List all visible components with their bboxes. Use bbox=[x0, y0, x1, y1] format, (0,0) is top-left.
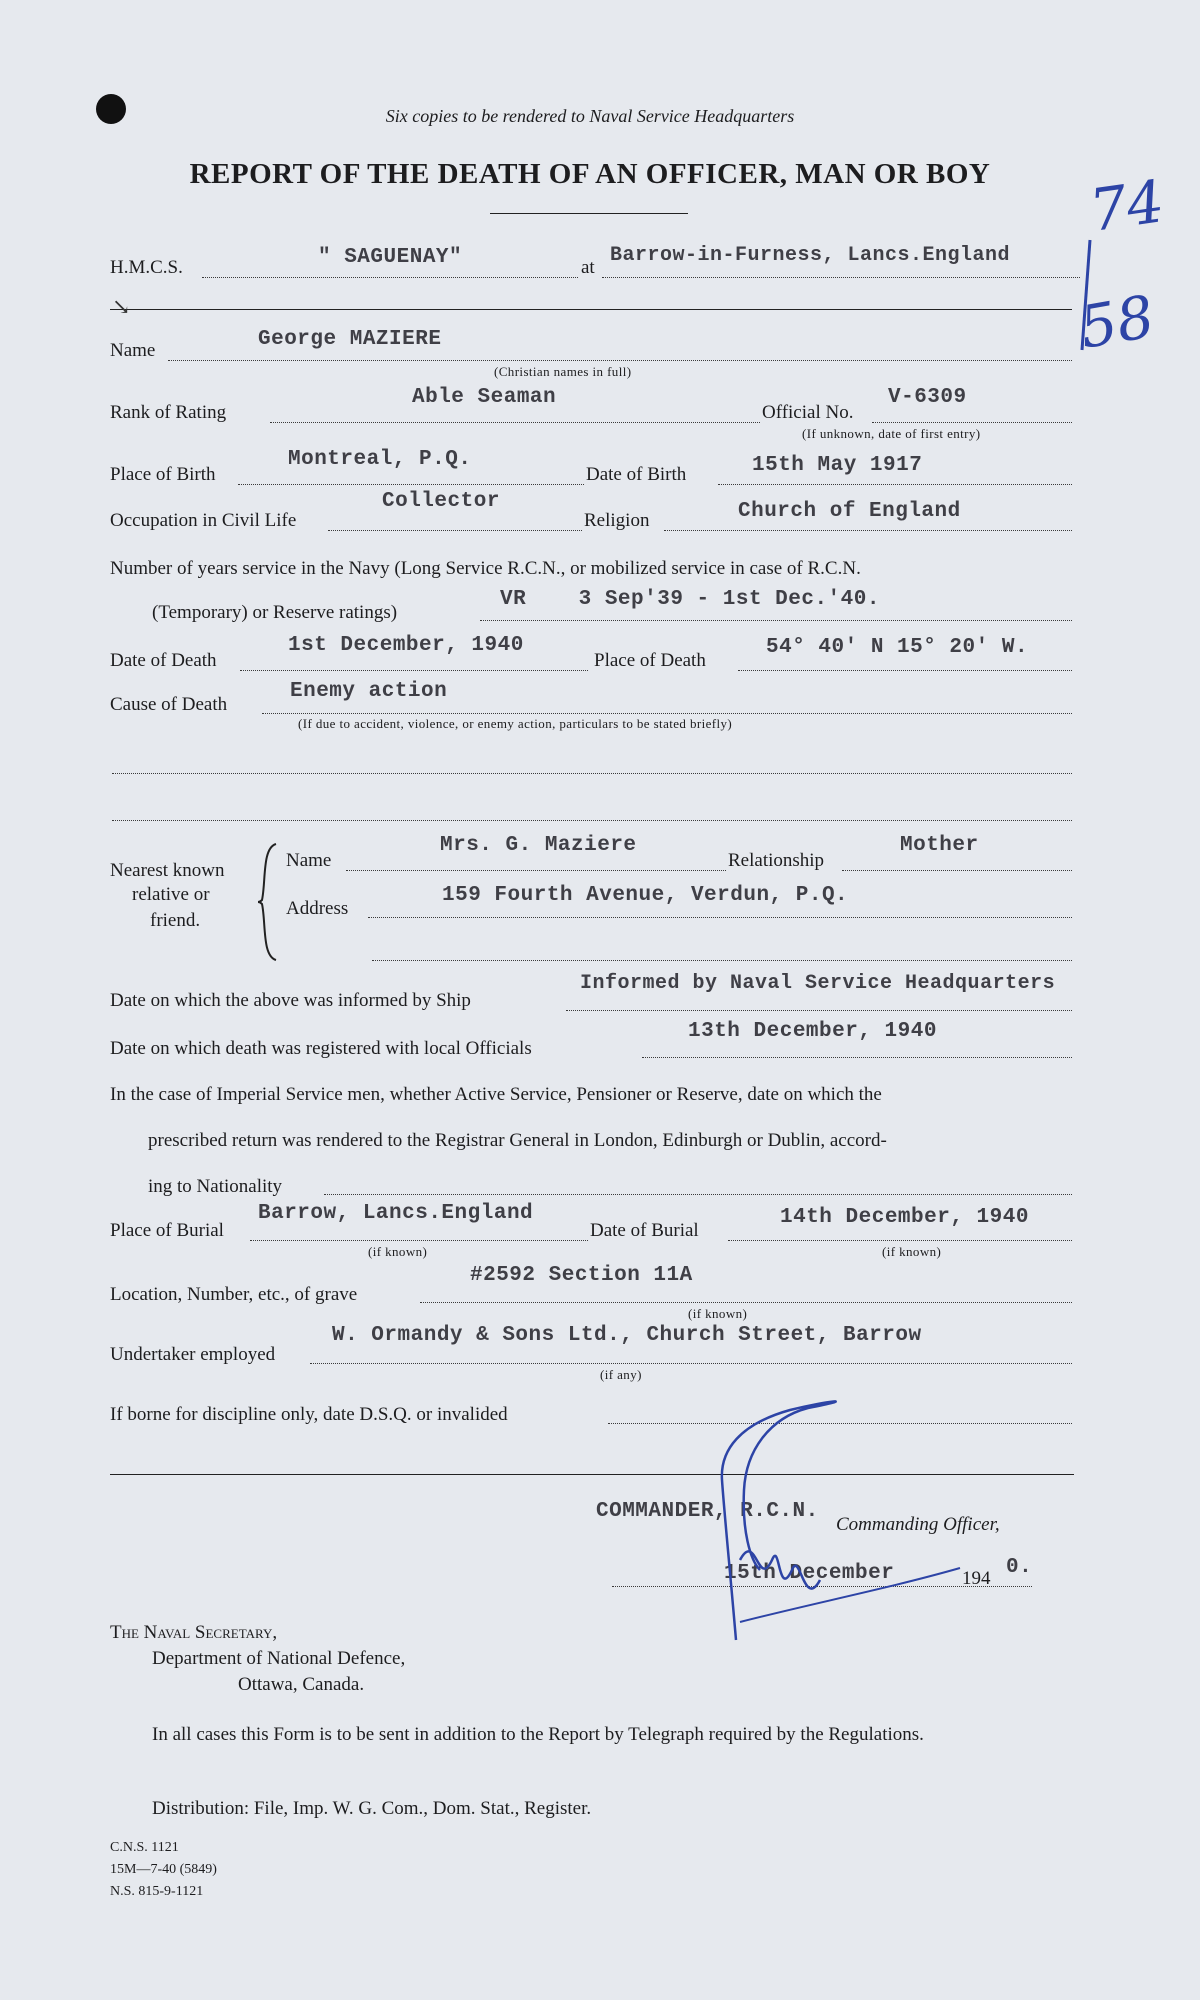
birthdate-label: Date of Birth bbox=[586, 464, 687, 485]
imperial-line1: In the case of Imperial Service men, whether Active Service, Pensioner or Reserve, date on which the bbox=[110, 1084, 882, 1105]
grave-value: #2592 Section 11A bbox=[470, 1264, 693, 1287]
death-date-label: Date of Death bbox=[110, 650, 217, 671]
copies-instruction: Six copies to be rendered to Naval Service Headquarters bbox=[385, 106, 795, 126]
grave-dotline bbox=[420, 1302, 1072, 1303]
rank-label: Rank of Rating bbox=[110, 402, 227, 423]
annotation-stroke bbox=[1060, 230, 1130, 370]
name-note: (Christian names in full) bbox=[494, 364, 632, 379]
burial-date-note: (if known) bbox=[882, 1244, 942, 1259]
relative-label-2: relative or bbox=[132, 884, 210, 905]
religion-label: Religion bbox=[584, 510, 650, 531]
relative-brace bbox=[256, 842, 282, 962]
hmcs-label: H.M.C.S. bbox=[110, 257, 183, 278]
birthplace-value: Montreal, P.Q. bbox=[288, 448, 472, 471]
cause-note: (If due to accident, violence, or enemy action, particulars to be stated briefly) bbox=[298, 716, 733, 731]
cause-dotline-2 bbox=[112, 773, 1072, 774]
imperial-line2: prescribed return was rendered to the Registrar General in London, Edinburgh or Dublin, accord- bbox=[148, 1130, 887, 1151]
pencil-mark: ↘ bbox=[112, 294, 131, 319]
birthdate-value: 15th May 1917 bbox=[752, 454, 923, 477]
form-code-3: N.S. 815-9-1121 bbox=[110, 1884, 204, 1899]
department: Department of National Defence, bbox=[152, 1648, 406, 1669]
undertaker-dotline bbox=[310, 1363, 1072, 1364]
burial-place-label: Place of Burial bbox=[110, 1220, 224, 1241]
burial-place-value: Barrow, Lancs.England bbox=[258, 1202, 534, 1225]
service-label-line1: Number of years service in the Navy (Long Service R.C.N., or mobilized service in case of R.C.N. bbox=[110, 558, 861, 579]
relative-name-value: Mrs. G. Maziere bbox=[440, 834, 637, 857]
service-value: VR 3 Sep'39 - 1st Dec.'40. bbox=[500, 588, 880, 611]
naval-secretary: The Naval Secretary, bbox=[110, 1622, 278, 1643]
address-value: 159 Fourth Avenue, Verdun, P.Q. bbox=[442, 884, 849, 907]
signature-year-suffix: 0. bbox=[1006, 1556, 1033, 1579]
grave-label: Location, Number, etc., of grave bbox=[110, 1284, 358, 1305]
registered-value: 13th December, 1940 bbox=[688, 1020, 937, 1043]
form-title: REPORT OF THE DEATH OF AN OFFICER, MAN OR BOY bbox=[189, 158, 991, 190]
burial-date-label: Date of Burial bbox=[590, 1220, 699, 1241]
signature-date-typed: 15th December bbox=[724, 1562, 895, 1585]
religion-dotline bbox=[664, 530, 1072, 531]
address-dotline-2 bbox=[372, 960, 1072, 961]
relative-label-1: Nearest known bbox=[110, 860, 225, 881]
at-label: at bbox=[581, 257, 595, 278]
name-dotline bbox=[168, 360, 1072, 361]
religion-value: Church of England bbox=[738, 500, 961, 523]
official-no-label: Official No. bbox=[762, 402, 854, 423]
official-no-dotline bbox=[872, 422, 1072, 423]
service-dotline bbox=[480, 620, 1072, 621]
annotation-bottom: 58 bbox=[1074, 282, 1160, 362]
official-no-note: (If unknown, date of first entry) bbox=[802, 426, 981, 441]
death-place-dotline bbox=[738, 670, 1072, 671]
distribution-note: Distribution: File, Imp. W. G. Com., Dom. Stat., Register. bbox=[152, 1798, 592, 1819]
burial-place-dotline bbox=[250, 1240, 588, 1241]
relationship-dotline bbox=[842, 870, 1072, 871]
cause-dotline bbox=[262, 713, 1072, 714]
imperial-line3: ing to Nationality bbox=[148, 1176, 283, 1197]
informed-label: Date on which the above was informed by Ship bbox=[110, 990, 471, 1011]
burial-date-value: 14th December, 1940 bbox=[780, 1206, 1029, 1229]
annotation-top: 74 bbox=[1085, 167, 1169, 245]
hmcs-value: " SAGUENAY" bbox=[318, 246, 463, 269]
undertaker-value: W. Ormandy & Sons Ltd., Church Street, Barrow bbox=[332, 1324, 922, 1347]
name-label: Name bbox=[110, 340, 156, 361]
death-place-label: Place of Death bbox=[594, 650, 706, 671]
birthdate-dotline bbox=[718, 484, 1072, 485]
death-date-value: 1st December, 1940 bbox=[288, 634, 524, 657]
registered-dotline bbox=[642, 1057, 1072, 1058]
cause-dotline-3 bbox=[112, 820, 1072, 821]
dsq-label: If borne for discipline only, date D.S.Q. or invalided bbox=[110, 1404, 508, 1425]
signature-year-prefix: 194 bbox=[962, 1568, 991, 1589]
telegraph-note: In all cases this Form is to be sent in addition to the Report by Telegraph required by the Regulations. bbox=[152, 1724, 924, 1745]
name-value: George MAZIERE bbox=[258, 328, 442, 351]
at-value: Barrow-in-Furness, Lancs.England bbox=[610, 244, 1011, 267]
imperial-dotline bbox=[324, 1194, 1072, 1195]
relative-name-dotline bbox=[346, 870, 726, 871]
form-code-1: C.N.S. 1121 bbox=[110, 1840, 179, 1855]
relative-label-3: friend. bbox=[150, 910, 201, 931]
cause-label: Cause of Death bbox=[110, 694, 228, 715]
undertaker-note: (if any) bbox=[600, 1367, 642, 1382]
occupation-value: Collector bbox=[382, 490, 500, 513]
rank-value: Able Seaman bbox=[412, 386, 557, 409]
registered-label: Date on which death was registered with local Officials bbox=[110, 1038, 532, 1059]
relationship-label: Relationship bbox=[728, 850, 825, 871]
relative-name-label: Name bbox=[286, 850, 332, 871]
occupation-dotline bbox=[328, 530, 582, 531]
informed-dotline bbox=[566, 1010, 1072, 1011]
rank-stamp: COMMANDER, R.C.N. bbox=[596, 1500, 819, 1523]
death-date-dotline bbox=[240, 670, 588, 671]
occupation-label: Occupation in Civil Life bbox=[110, 510, 297, 531]
address-dotline bbox=[368, 917, 1072, 918]
commanding-officer-label: Commanding Officer, bbox=[836, 1514, 1000, 1535]
form-code-2: 15M—7-40 (5849) bbox=[110, 1862, 217, 1877]
rank-dotline bbox=[270, 422, 760, 423]
grave-note: (if known) bbox=[688, 1306, 748, 1321]
death-place-value: 54° 40' N 15° 20' W. bbox=[766, 636, 1029, 659]
hmcs-dotline bbox=[202, 277, 578, 278]
service-label-line2: (Temporary) or Reserve ratings) bbox=[152, 602, 398, 623]
handwritten-signature bbox=[660, 1390, 1000, 1650]
address-label: Address bbox=[286, 898, 349, 919]
burial-place-note: (if known) bbox=[368, 1244, 428, 1259]
relationship-value: Mother bbox=[900, 834, 979, 857]
at-dotline bbox=[602, 277, 1080, 278]
cause-value: Enemy action bbox=[290, 680, 448, 703]
city: Ottawa, Canada. bbox=[238, 1674, 365, 1695]
undertaker-label: Undertaker employed bbox=[110, 1344, 276, 1365]
title-underline bbox=[490, 213, 688, 214]
burial-date-dotline bbox=[728, 1240, 1072, 1241]
header-separator bbox=[110, 309, 1072, 310]
birthplace-dotline bbox=[238, 484, 584, 485]
birthplace-label: Place of Birth bbox=[110, 464, 216, 485]
official-no-value: V-6309 bbox=[888, 386, 967, 409]
informed-value: Informed by Naval Service Headquarters bbox=[580, 972, 1056, 995]
